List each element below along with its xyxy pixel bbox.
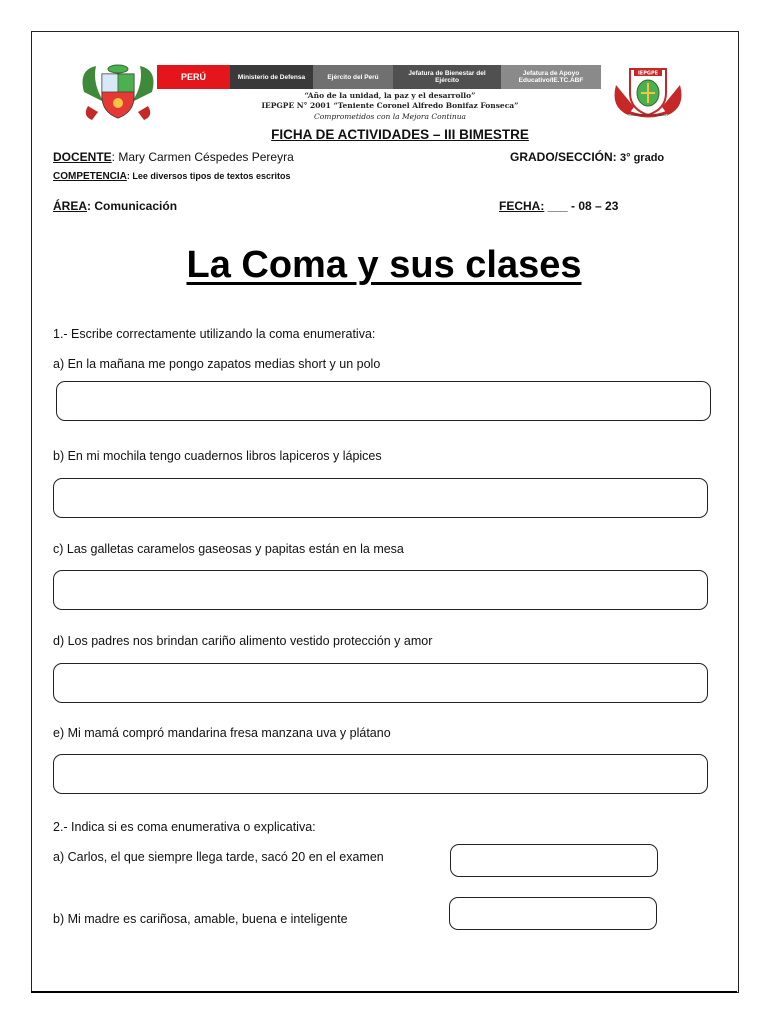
competencia-label: COMPETENCIA [53, 171, 127, 182]
exercise-a-prompt: a) En la mañana me pongo zapatos medias short y un polo [53, 357, 381, 371]
docente-line [53, 150, 294, 164]
exercise-c-prompt: c) Las galletas caramelos gaseosas y papitas están en la mesa [53, 542, 404, 556]
area-value: : Comunicación [87, 199, 178, 213]
fecha-line [499, 199, 618, 213]
sheet-title: FICHA DE ACTIVIDADES – III BIMESTRE [271, 127, 529, 142]
area-label: ÁREA [53, 199, 88, 213]
crest-motto: Excelencia en Educación [628, 113, 668, 117]
area-line [53, 199, 177, 213]
exercise-d-prompt: d) Los padres nos brindan cariño alimento vestido protección y amor [53, 634, 433, 648]
bottom-rule [31, 991, 737, 993]
exercise-e-prompt: e) Mi mamá compró mandarina fresa manzana uva y plátano [53, 726, 391, 740]
school-name: IEPGPE N° 2001 “Teniente Coronel Alfredo Bonifaz Fonseca” [261, 101, 519, 110]
main-title: La Coma y sus clases [186, 244, 582, 286]
bar-ministerio: Ministerio de Defensa [230, 65, 313, 89]
fecha-label: FECHA: [499, 199, 545, 213]
docente-label: DOCENTE [53, 150, 112, 164]
crest-text: IEPGPE [637, 70, 659, 77]
bar-ejercito: Ejército del Perú [313, 65, 393, 89]
grado-label: GRADO/SECCIÓN: [510, 150, 617, 164]
exercise-a-answer-box[interactable] [56, 381, 711, 421]
exercise-2a-answer-box[interactable] [450, 844, 658, 877]
docente-value: : Mary Carmen Céspedes Pereyra [111, 150, 294, 164]
grado-value: 3° grado [620, 152, 665, 164]
exercise-2a-prompt: a) Carlos, el que siempre llega tarde, sacó 20 en el examen [53, 850, 384, 864]
grado-line [510, 150, 664, 164]
exercise-2b-answer-box[interactable] [449, 897, 657, 930]
section2-instruction: 2.- Indica si es coma enumerativa o explicativa: [53, 820, 316, 834]
bar-jefatura-bienestar: Jefatura de Bienestar del Ejército [393, 65, 501, 89]
school-slogan: Comprometidos con la Mejora Continua [314, 112, 466, 121]
section1-instruction: 1.- Escribe correctamente utilizando la coma enumerativa: [53, 327, 376, 341]
competencia-value: : Lee diversos tipos de textos escritos [126, 171, 291, 181]
exercise-b-answer-box[interactable] [53, 478, 708, 518]
bar-jefatura-apoyo: Jefatura de Apoyo Educativo/IE.TC.ABF [501, 65, 601, 89]
bar-peru: PERÚ [157, 65, 230, 89]
exercise-2b-prompt: b) Mi madre es cariñosa, amable, buena e inteligente [53, 912, 348, 926]
exercise-d-answer-box[interactable] [53, 663, 708, 703]
exercise-c-answer-box[interactable] [53, 570, 708, 610]
fecha-value: ___ - 08 – 23 [547, 199, 619, 213]
institution-bar [157, 65, 601, 89]
year-motto: “Año de la unidad, la paz y el desarrollo” [304, 91, 476, 100]
exercise-e-answer-box[interactable] [53, 754, 708, 794]
peru-coat-of-arms-logo [78, 62, 158, 124]
exercise-b-prompt: b) En mi mochila tengo cuadernos libros lapiceros y lápices [53, 449, 382, 463]
competencia-line [53, 171, 290, 182]
